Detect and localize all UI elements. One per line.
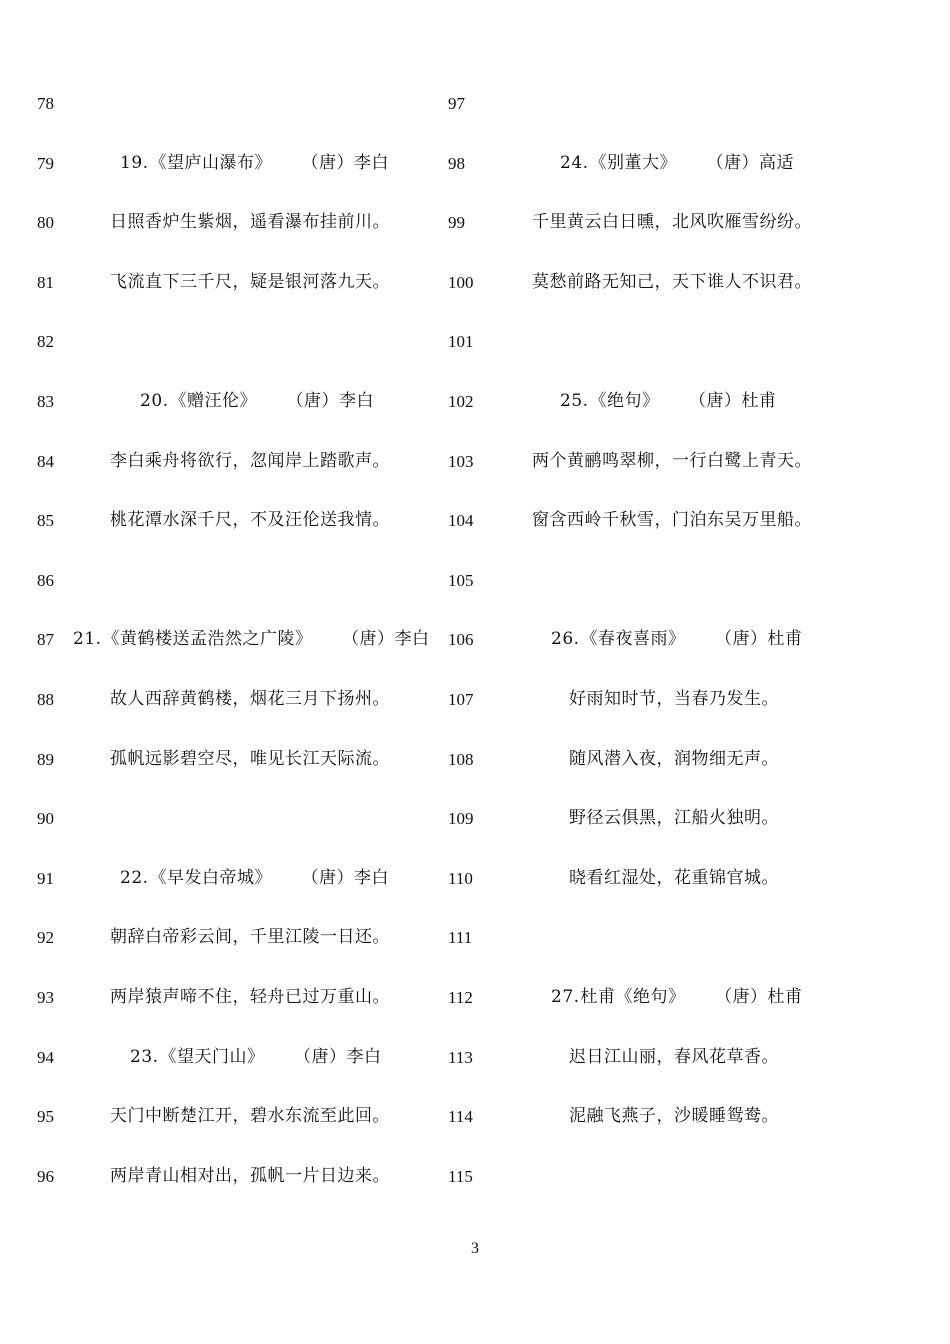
line-number: 85 (37, 511, 54, 531)
line-number: 111 (448, 928, 473, 948)
poem-verse: 迟日江山丽，春风花草香。 (569, 1046, 779, 1067)
text-line (445, 849, 950, 909)
text-line (445, 491, 950, 551)
poem-number: 22. (120, 867, 149, 888)
poem-title (551, 610, 803, 670)
text-line (445, 1147, 950, 1207)
poem-title (73, 610, 430, 670)
left-column (0, 74, 475, 1206)
poem-author: （唐）李白 (310, 152, 390, 173)
line-number: 83 (37, 391, 54, 411)
text-line (0, 312, 475, 372)
line-number: 105 (448, 570, 474, 590)
text-line (445, 1028, 950, 1088)
poem-title (120, 134, 389, 194)
poem-author: （唐）李白 (310, 867, 390, 888)
poem-verse: 随风潜入夜，润物细无声。 (569, 748, 779, 769)
line-number: 88 (37, 689, 54, 709)
text-line (0, 193, 475, 253)
poem-number: 19. (120, 152, 149, 173)
text-line (445, 193, 950, 253)
poem-verse: 好雨知时节，当春乃发生。 (569, 688, 779, 709)
line-number: 96 (37, 1166, 54, 1186)
text-line (0, 1028, 475, 1088)
text-line (0, 968, 475, 1028)
line-number: 93 (37, 987, 54, 1007)
poem-title (560, 134, 794, 194)
line-number: 115 (448, 1166, 473, 1186)
text-line (0, 789, 475, 849)
poem-number: 27. (551, 986, 580, 1007)
text-line (445, 312, 950, 372)
line-number: 101 (448, 332, 474, 352)
poem-name: 《早发白帝城》 (149, 867, 273, 888)
poem-verse: 两岸猿声啼不住，轻舟已过万重山。 (110, 986, 390, 1007)
poem-author: （唐）杜甫 (723, 986, 803, 1007)
poem-verse: 两岸青山相对出，孤帆一片日边来。 (110, 1165, 390, 1186)
text-line (0, 74, 475, 134)
poem-name: 《望庐山瀑布》 (149, 152, 273, 173)
poem-verse: 窗含西岭千秋雪，门泊东吴万里船。 (532, 510, 812, 531)
line-number: 100 (448, 272, 474, 292)
line-number: 98 (448, 153, 465, 173)
line-number: 80 (37, 213, 54, 233)
text-line (0, 1087, 475, 1147)
poem-author: （唐）李白 (302, 1046, 382, 1067)
line-number: 79 (37, 153, 54, 173)
poem-name: 《赠汪伦》 (169, 390, 258, 411)
text-line (0, 432, 475, 492)
text-line (0, 730, 475, 790)
poem-verse: 孤帆远影碧空尽，唯见长江天际流。 (110, 748, 390, 769)
poem-name: 《黄鹤楼送孟浩然之广陵》 (102, 629, 313, 650)
text-line (0, 372, 475, 432)
text-line (445, 610, 950, 670)
poem-title (560, 372, 777, 432)
text-line (0, 134, 475, 194)
page-number: 3 (471, 1240, 479, 1257)
poem-verse: 李白乘舟将欲行，忽闻岸上踏歌声。 (110, 450, 390, 471)
poem-name: 《春夜喜雨》 (580, 629, 686, 650)
text-line (445, 789, 950, 849)
text-line (445, 74, 950, 134)
poem-author: （唐）杜甫 (697, 390, 777, 411)
text-line (0, 1147, 475, 1207)
line-number: 106 (448, 630, 474, 650)
text-line (0, 610, 475, 670)
line-number: 94 (37, 1047, 54, 1067)
line-number: 84 (37, 451, 54, 471)
line-number: 78 (37, 94, 54, 113)
poem-name: 《望天门山》 (159, 1046, 265, 1067)
text-line (0, 908, 475, 968)
poem-number: 26. (551, 629, 580, 650)
text-line (445, 551, 950, 611)
text-line (0, 849, 475, 909)
text-line (0, 491, 475, 551)
poem-verse: 故人西辞黄鹤楼，烟花三月下扬州。 (110, 688, 390, 709)
text-line (445, 1087, 950, 1147)
poem-title (551, 968, 803, 1028)
line-number: 102 (448, 391, 474, 411)
line-number: 91 (37, 868, 54, 888)
poem-verse: 天门中断楚江开，碧水东流至此回。 (110, 1106, 390, 1127)
poem-title (120, 849, 389, 909)
poem-verse: 桃花潭水深千尺，不及汪伦送我情。 (110, 510, 390, 531)
line-number: 89 (37, 749, 54, 769)
text-line (0, 670, 475, 730)
text-line (445, 134, 950, 194)
text-line (0, 253, 475, 313)
poem-verse: 日照香炉生紫烟，遥看瀑布挂前川。 (110, 212, 390, 233)
poem-title (130, 1028, 382, 1088)
poem-verse: 飞流直下三千尺，疑是银河落九天。 (110, 271, 390, 292)
poem-number: 23. (130, 1046, 159, 1067)
text-line (0, 551, 475, 611)
text-line (445, 432, 950, 492)
line-number: 86 (37, 570, 54, 590)
line-number: 82 (37, 332, 54, 352)
text-line (445, 908, 950, 968)
text-line (445, 372, 950, 432)
poem-name: 杜甫《绝句》 (580, 986, 686, 1007)
poem-number: 25. (560, 390, 589, 411)
poem-verse: 莫愁前路无知己，天下谁人不识君。 (532, 271, 812, 292)
line-number: 113 (448, 1047, 473, 1067)
line-number: 90 (37, 809, 54, 829)
poem-name: 《别董大》 (589, 152, 678, 173)
poem-author: （唐）李白 (295, 390, 375, 411)
text-line (445, 730, 950, 790)
line-number: 112 (448, 987, 473, 1007)
text-line (445, 968, 950, 1028)
poem-number: 21. (73, 629, 102, 650)
line-number: 108 (448, 749, 474, 769)
line-number: 97 (448, 94, 465, 113)
line-number: 109 (448, 809, 474, 829)
poem-verse: 野径云俱黑，江船火独明。 (569, 808, 779, 829)
poem-number: 24. (560, 152, 589, 173)
line-number: 92 (37, 928, 54, 948)
poem-number: 20. (140, 390, 169, 411)
text-line (445, 253, 950, 313)
line-number: 114 (448, 1107, 473, 1127)
poem-verse: 两个黄鹂鸣翠柳，一行白鹭上青天。 (532, 450, 812, 471)
poem-name: 《绝句》 (589, 390, 660, 411)
poem-author: （唐）高适 (715, 152, 795, 173)
line-number: 110 (448, 868, 473, 888)
poem-author: （唐）李白 (350, 629, 430, 650)
right-column (445, 74, 950, 1206)
poem-verse: 朝辞白帝彩云间，千里江陵一日还。 (110, 927, 390, 948)
poem-title (140, 372, 374, 432)
line-number: 104 (448, 511, 474, 531)
poem-verse: 晓看红湿处，花重锦官城。 (569, 867, 779, 888)
line-number: 81 (37, 272, 54, 292)
line-number: 95 (37, 1107, 54, 1127)
poem-verse: 千里黄云白日曛，北风吹雁雪纷纷。 (532, 212, 812, 233)
poem-verse: 泥融飞燕子，沙暖睡鸳鸯。 (569, 1106, 779, 1127)
poem-author: （唐）杜甫 (723, 629, 803, 650)
line-number: 107 (448, 689, 474, 709)
line-number: 87 (37, 630, 54, 650)
line-number: 99 (448, 213, 465, 233)
line-number: 103 (448, 451, 474, 471)
text-line (445, 670, 950, 730)
